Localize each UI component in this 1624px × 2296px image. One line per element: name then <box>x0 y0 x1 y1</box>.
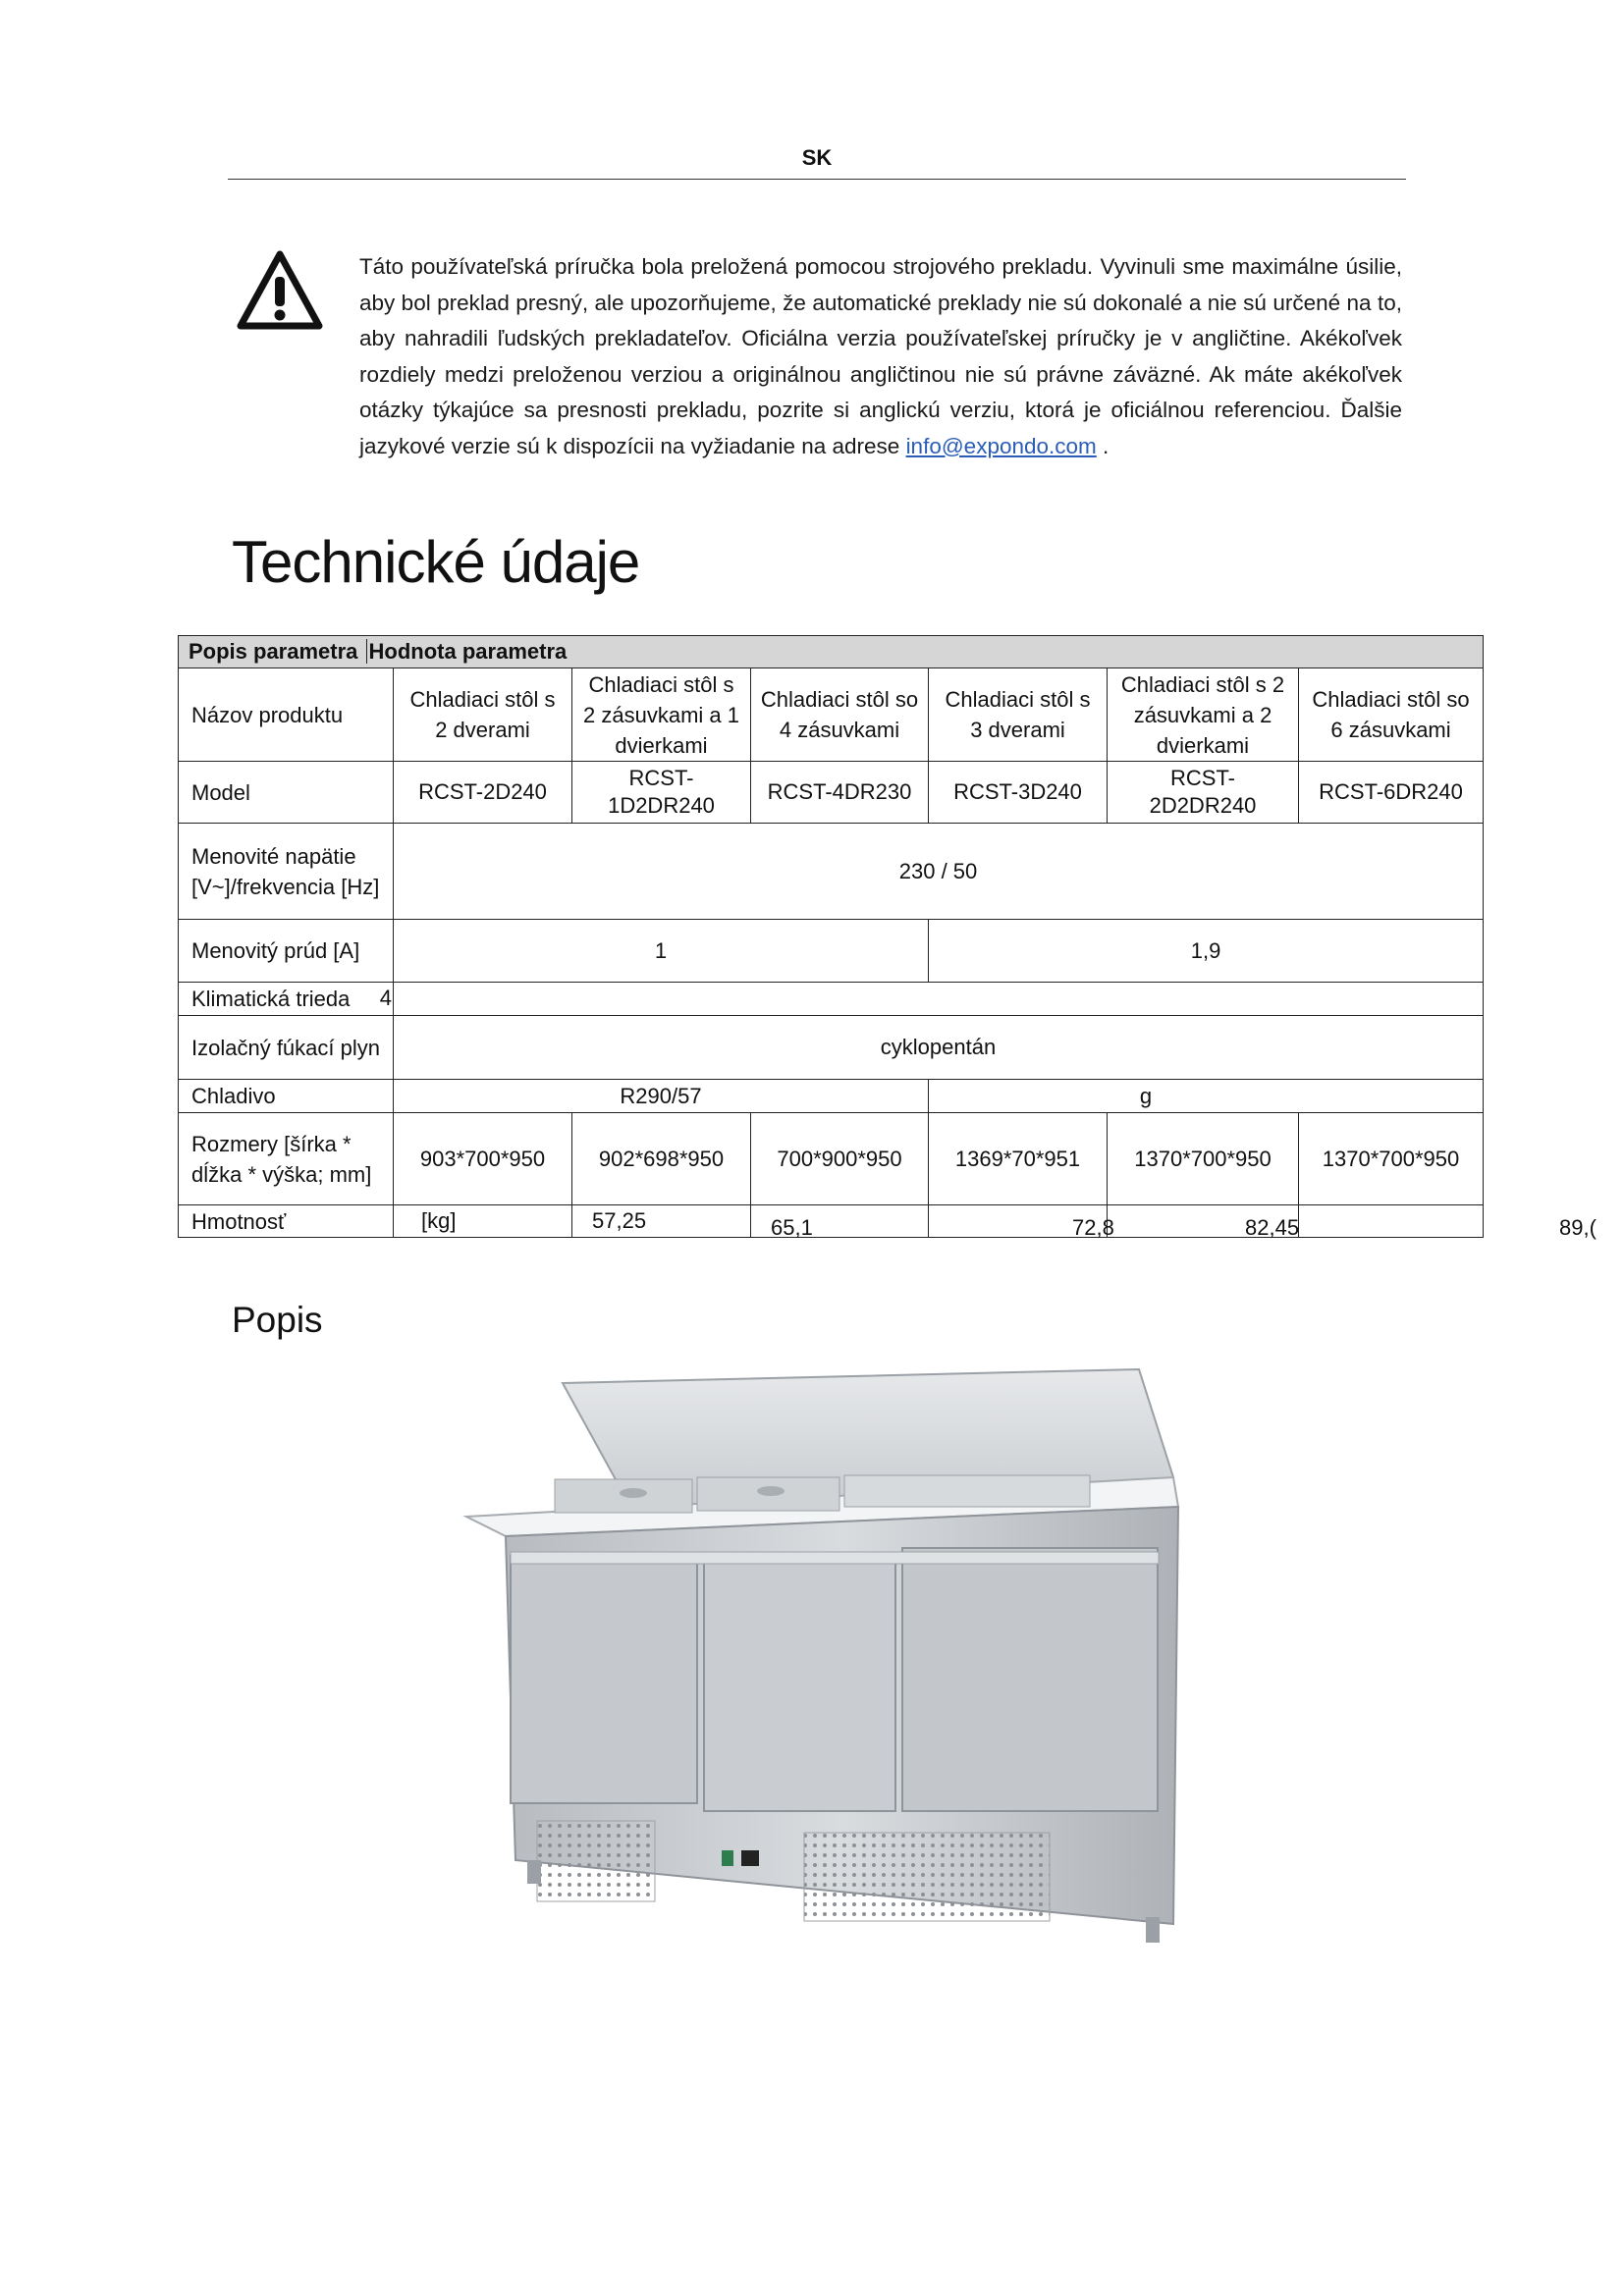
table-cell: 903*700*950 <box>394 1113 572 1205</box>
table-row <box>179 1080 1484 1113</box>
table-cell: g <box>929 1080 1484 1113</box>
table-cell: Chladiaci stôl so 4 zásuvkami <box>751 668 929 762</box>
table-header-row <box>179 636 1484 668</box>
page-title: Technické údaje <box>232 529 640 595</box>
table-cell: R290/57 <box>394 1080 929 1113</box>
table-cell: Chladiaci stôl so 6 zásuvkami <box>1299 668 1484 762</box>
table-row <box>179 824 1484 920</box>
table-cell: Chladiaci stôl s 2 dverami <box>394 668 572 762</box>
row-label-text: Klimatická trieda <box>191 987 351 1011</box>
table-row <box>179 983 1484 1016</box>
table-cell: RCST-1D2DR240 <box>572 762 751 824</box>
table-cell <box>1299 1205 1484 1238</box>
row-label: Izolačný fúkací plyn <box>179 1016 394 1080</box>
table-header <box>179 636 1484 668</box>
header-rule <box>228 179 1406 180</box>
table-cell: 1370*700*950 <box>1108 1113 1299 1205</box>
row-label: Názov produktu <box>179 668 394 762</box>
mass-value: 65,1 <box>771 1215 813 1240</box>
language-code: SK <box>801 145 833 170</box>
table-cell: 1,9 <box>929 920 1484 983</box>
table-cell: 1 <box>394 920 929 983</box>
table-cell: 700*900*950 <box>751 1113 929 1205</box>
table-cell: 1370*700*950 <box>1299 1113 1484 1205</box>
email-link[interactable]: info@expondo.com <box>905 433 1097 458</box>
row-label: Menovitý prúd [A] <box>179 920 394 983</box>
table-cell: Chladiaci stôl s 2 zásuvkami a 2 dvierkami <box>1108 668 1299 762</box>
table-cell: [kg] <box>394 1205 572 1238</box>
table-row <box>179 668 1484 762</box>
table-cell: RCST-2D240 <box>394 762 572 824</box>
table-cell: Chladiaci stôl s 3 dverami <box>929 668 1108 762</box>
table-cell: 57,25 <box>572 1205 751 1238</box>
row-label: Model <box>179 762 394 824</box>
table-cell: RCST-2D2DR240 <box>1108 762 1299 824</box>
row-label: Rozmery [šírka * dĺžka * výška; mm] <box>179 1113 394 1205</box>
table-cell: 230 / 50 <box>394 824 1484 920</box>
table-cell: Chladiaci stôl s 2 zásuvkami a 1 dvierkami <box>572 668 751 762</box>
table-cell: RCST-3D240 <box>929 762 1108 824</box>
table-row <box>179 1016 1484 1080</box>
refrigerated-table-image <box>447 1360 1193 2012</box>
mass-value: 89,( <box>1559 1215 1597 1240</box>
row-label: Hmotnosť <box>179 1205 394 1238</box>
climate-value: 4 <box>379 986 392 1010</box>
notice-tail: . <box>1096 433 1110 458</box>
translation-notice <box>359 249 1402 464</box>
notice-text: Táto používateľská príručka bola preložená pomocou strojového prekladu. Vyvinuli sme maximálne úsilie, aby bol preklad presný, ale upozorňujeme, že automatické preklady nie sú dokonalé a nie sú určené na to, aby nahradili ľudských prekladateľov. Oficiálna verzia používateľskej príručky je v angličtine. Akékoľvek rozdiely medzi preloženou verziou a originálnou angličtinou nie sú právne záväzné. Ak máte akékoľvek otázky týkajúce sa presnosti prekladu, pozrite si anglickú verziu, ktorá je oficiálnou referenciou. Ďalšie jazykové verzie sú k dispozícii na vyžiadanie na adrese <box>359 254 1402 458</box>
header-value-label: Hodnota parametra <box>366 639 568 664</box>
table-cell: 1369*70*951 <box>929 1113 1108 1205</box>
table-cell: 902*698*950 <box>572 1113 751 1205</box>
table-cell: cyklopentán <box>394 1016 1484 1080</box>
header-param-label: Popis parametra <box>189 639 358 664</box>
table-row <box>179 920 1484 983</box>
table-cell <box>394 983 1484 1016</box>
mass-value: 82,45 <box>1245 1215 1300 1240</box>
mass-value: 72,8 <box>1072 1215 1114 1240</box>
row-label: Chladivo <box>179 1080 394 1113</box>
warning-icon <box>236 249 324 332</box>
table-cell: RCST-6DR240 <box>1299 762 1484 824</box>
table-row <box>179 1113 1484 1205</box>
row-label: Menovité napätie [V~]/frekvencia [Hz] <box>179 824 394 920</box>
table-row <box>179 762 1484 824</box>
table-cell: RCST-4DR230 <box>751 762 929 824</box>
section-subtitle: Popis <box>232 1300 323 1340</box>
spec-table <box>178 635 1484 1238</box>
row-label <box>179 983 394 1016</box>
